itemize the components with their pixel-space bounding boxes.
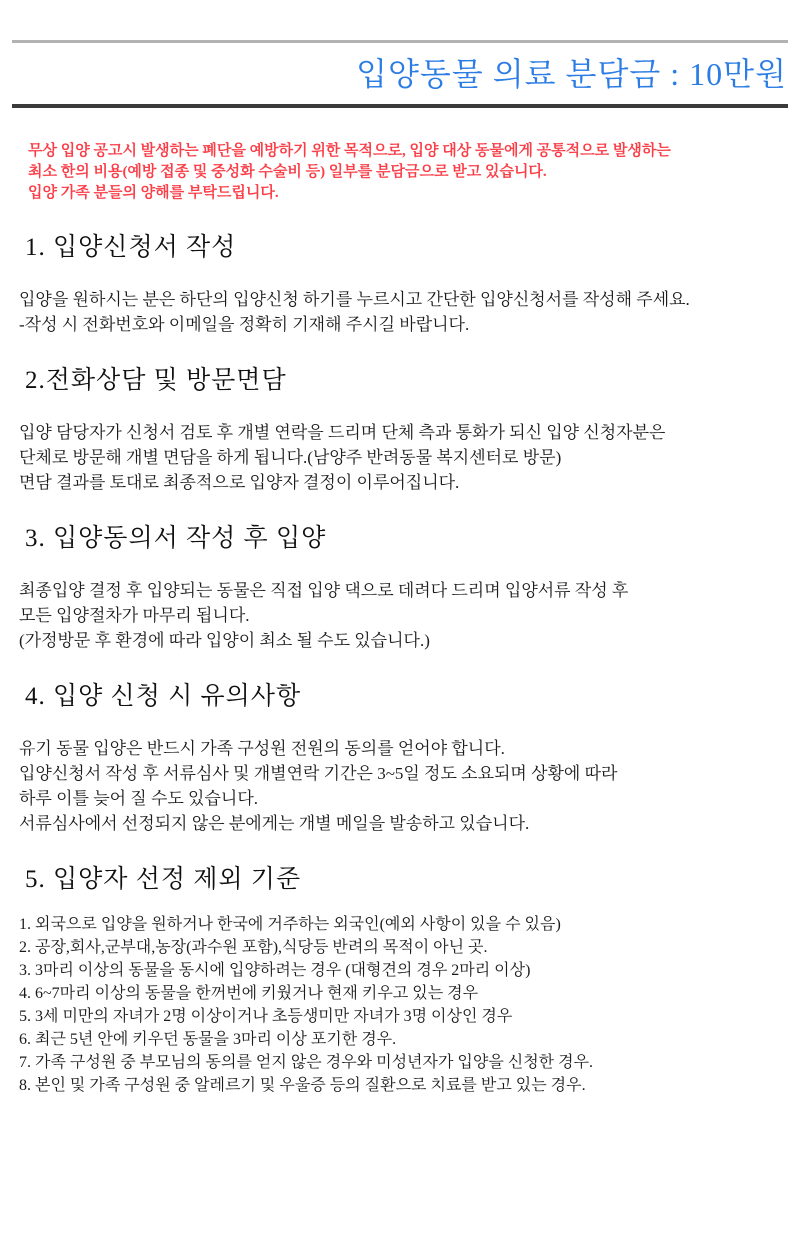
section-heading: 5. 입양자 선정 제외 기준 [25,866,302,893]
section-4-application-cautions [0,681,800,836]
body-line: 최종입양 결정 후 입양되는 동물은 직접 입양 댁으로 데려다 드리며 입양서류 작성 후 [19,581,629,600]
body-line: 입양을 원하시는 분은 하단의 입양신청 하기를 누르시고 간단한 입양신청서를 작성해 주세요. [19,290,690,309]
list-item: 7. 가족 구성원 중 부모님의 동의를 얻지 않은 경우와 미성년자가 입양을 신청한 경우. [19,1054,594,1071]
section-body [19,578,785,653]
list-item: 8. 본인 및 가족 구성원 중 알레르기 및 우울증 등의 질환으로 치료를 받고 있는 경우. [19,1077,586,1094]
top-divider [12,40,788,43]
body-line: 유기 동물 입양은 반드시 가족 구성원 전원의 동의를 얻어야 합니다. [19,739,505,758]
exclusion-criteria-list [19,913,785,1097]
title-divider [12,104,788,108]
section-2-phone-visit-consult [0,365,800,495]
list-item: 1. 외국으로 입양을 원하거나 한국에 거주하는 외국인(예외 사항이 있을 수 있음) [19,916,561,933]
body-line: (가정방문 후 환경에 따라 입양이 최소 될 수도 있습니다.) [19,631,430,650]
fee-notice-paragraph [28,141,780,204]
page-title: 입양동물 의료 분담금 : 10만원 [356,56,787,92]
adoption-notice-document [0,40,800,1097]
section-heading: 4. 입양 신청 시 유의사항 [25,683,302,710]
body-line: 서류심사에서 선정되지 않은 분에게는 개별 메일을 발송하고 있습니다. [19,814,530,833]
list-item: 2. 공장,회사,군부대,농장(과수원 포함),식당등 반려의 목적이 아닌 곳. [19,939,488,956]
body-line: 면담 결과를 토대로 최종적으로 입양자 결정이 이루어집니다. [19,473,460,492]
body-line: -작성 시 전화번호와 이메일을 정확히 기재해 주시길 바랍니다. [19,315,470,334]
section-body [19,420,785,495]
section-heading: 2.전화상담 및 방문면담 [25,367,287,394]
list-item: 4. 6~7마리 이상의 동물을 한꺼번에 키웠거나 현재 키우고 있는 경우 [19,985,479,1002]
notice-line: 최소 한의 비용(예방 접종 및 중성화 수술비 등) 일부를 분담금으로 받고 있습니다. [28,164,547,180]
body-line: 입양 담당자가 신청서 검토 후 개별 연락을 드리며 단체 측과 통화가 되신 입양 신청자분은 [19,423,666,442]
body-line: 단체로 방문해 개별 면담을 하게 됩니다.(남양주 반려동물 복지센터로 방문) [19,448,562,467]
section-heading: 1. 입양신청서 작성 [25,234,237,261]
list-item: 6. 최근 5년 안에 키우던 동물을 3마리 이상 포기한 경우. [19,1031,397,1048]
section-body [19,287,785,337]
list-item: 3. 3마리 이상의 동물을 동시에 입양하려는 경우 (대형견의 경우 2마리 이상) [19,962,531,979]
notice-line: 입양 가족 분들의 양해를 부탁드립니다. [28,185,279,201]
body-line: 입양신청서 작성 후 서류심사 및 개별연락 기간은 3~5일 정도 소요되며 상황에 따라 [19,764,618,783]
section-5-exclusion-criteria [0,864,800,1097]
notice-line: 무상 입양 공고시 발생하는 폐단을 예방하기 위한 목적으로, 입양 대상 동물에게 공통적으로 발생하는 [28,143,671,159]
section-1-application-form [0,232,800,337]
section-heading: 3. 입양동의서 작성 후 입양 [25,525,327,552]
list-item: 5. 3세 미만의 자녀가 2명 이상이거나 초등생미만 자녀가 3명 이상인 경우 [19,1008,513,1025]
body-line: 모든 입양절차가 마무리 됩니다. [19,606,250,625]
section-body [19,736,785,836]
section-3-adoption-agreement [0,523,800,653]
body-line: 하루 이틀 늦어 질 수도 있습니다. [19,789,258,808]
